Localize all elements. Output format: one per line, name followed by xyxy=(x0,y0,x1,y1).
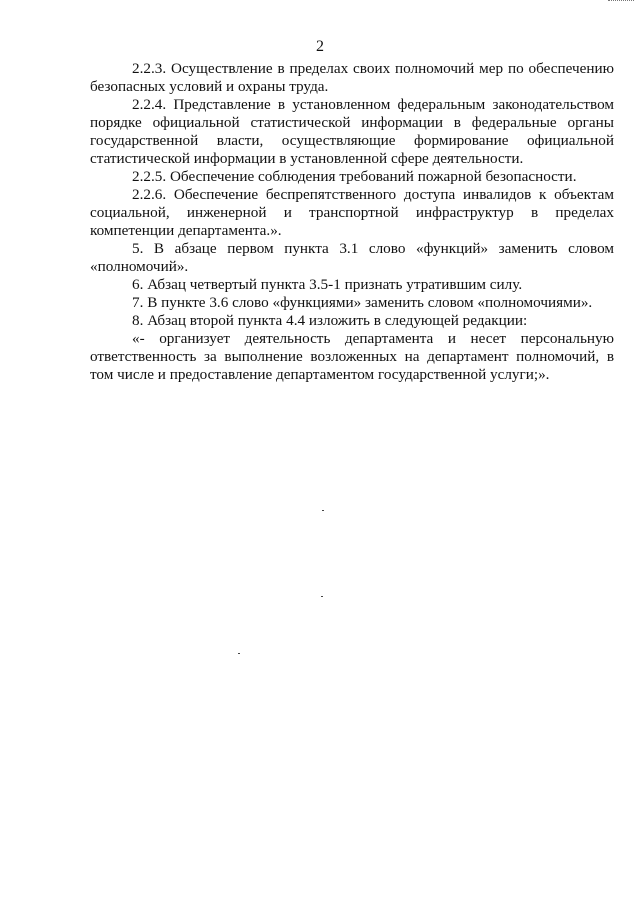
paragraph-item-7: 7. В пункте 3.6 слово «функциями» заменить словом «полномочиями». xyxy=(132,294,593,311)
paragraph-2-2-6: 2.2.6. Обеспечение беспрепятственного доступа инвалидов к объектам социальной, инженерной и транспортной инфраструктур в пределах компетенции департамента.». xyxy=(90,186,614,239)
scan-speck xyxy=(322,510,324,511)
paragraph-2-2-3: 2.2.3. Осуществление в пределах своих полномочий мер по обеспечению безопасных условий и охраны труда. xyxy=(90,60,614,95)
document-body xyxy=(90,60,614,384)
scan-corner-mark xyxy=(608,0,634,3)
scan-speck xyxy=(321,596,323,597)
paragraph-item-8: 8. Абзац второй пункта 4.4 изложить в следующей редакции: xyxy=(132,312,528,329)
paragraph-item-5: 5. В абзаце первом пункта 3.1 слово «функций» заменить словом «полномочий». xyxy=(90,240,614,275)
paragraph-2-2-5: 2.2.5. Обеспечение соблюдения требований пожарной безопасности. xyxy=(132,168,577,185)
paragraph-new-wording: «- организует деятельность департамента и несет персональную ответственность за выполнение возложенных на департамент полномочий, в том числе и предоставление департаментом государственной услуги;». xyxy=(90,330,614,383)
paragraph-2-2-4: 2.2.4. Представление в установленном федеральным законодательством порядке официальной статистической информации в федеральные органы государственной власти, осуществляющие формирование официальной статистической информации в установленной сфере деятельности. xyxy=(90,96,614,167)
scan-speck xyxy=(238,653,240,654)
page-number: 2 xyxy=(316,38,324,55)
paragraph-item-6: 6. Абзац четвертый пункта 3.5-1 признать утратившим силу. xyxy=(132,276,523,293)
